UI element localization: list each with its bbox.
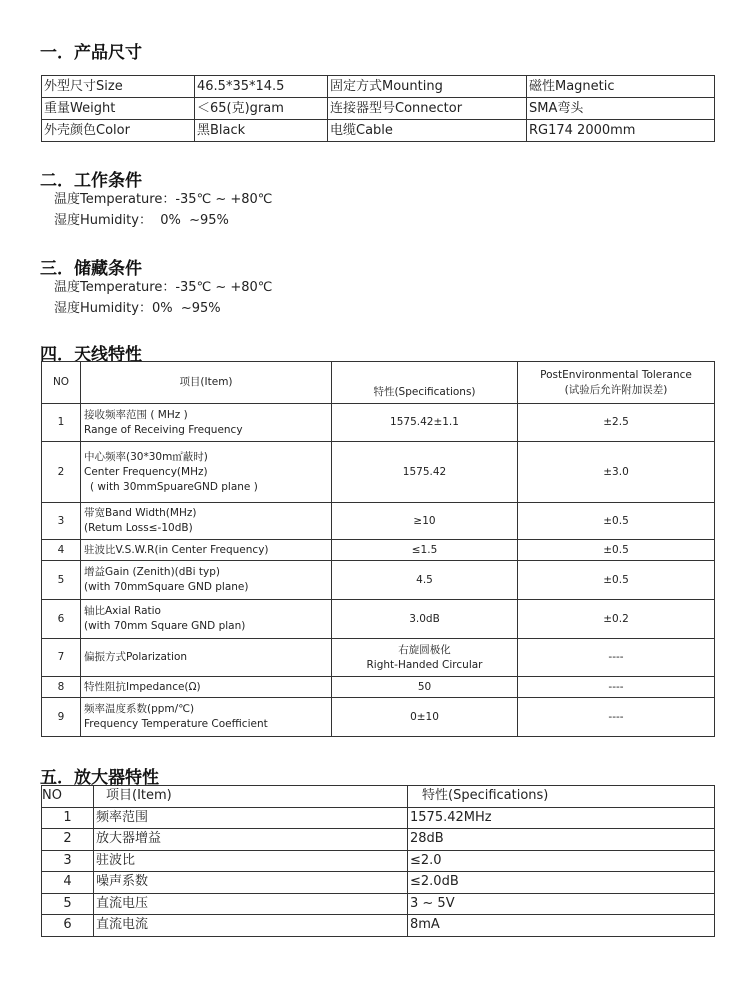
table-cell: 外型尺寸Size — [42, 76, 195, 98]
row-item: 频率范围 — [94, 807, 408, 829]
row-tolerance: ---- — [518, 698, 715, 737]
table-cell: 外壳颜色Color — [42, 120, 195, 142]
row-item: 频率温度系数(ppm/℃) Frequency Temperature Coefficient — [81, 698, 332, 737]
row-tolerance: ±0.2 — [518, 600, 715, 639]
table-cell: 连接器型号Connector — [328, 98, 527, 120]
row-no: 1 — [42, 404, 81, 442]
row-spec: 1575.42MHz — [408, 807, 715, 829]
row-no: 4 — [42, 540, 81, 561]
row-spec: ≤2.0 — [408, 850, 715, 872]
table-row — [42, 76, 715, 98]
table-header-row — [42, 786, 715, 808]
working-temperature: 温度Temperature：-35℃ ~ +80℃ — [54, 192, 273, 207]
row-tolerance: ---- — [518, 677, 715, 698]
row-no: 6 — [42, 600, 81, 639]
table-row — [42, 98, 715, 120]
header-spec: 特性(Specifications) — [332, 362, 518, 404]
row-no: 5 — [42, 893, 94, 915]
header-tolerance-line2: (试验后允许附加误差) — [564, 383, 668, 396]
row-spec: ≥10 — [332, 503, 518, 540]
table-row — [42, 850, 715, 872]
table-cell: RG174 2000mm — [527, 120, 715, 142]
row-no: 8 — [42, 677, 81, 698]
row-spec: 3.0dB — [332, 600, 518, 639]
header-tolerance-line1: PostEnvironmental Tolerance — [540, 368, 692, 381]
table-cell: SMA弯头 — [527, 98, 715, 120]
row-item: 噪声系数 — [94, 872, 408, 894]
table-row — [42, 442, 715, 503]
row-item: 接收频率范围 ( MHz ) Range of Receiving Frequency — [81, 404, 332, 442]
table-row — [42, 698, 715, 737]
row-item: 特性阻抗Impedance(Ω) — [81, 677, 332, 698]
table-cell: 磁性Magnetic — [527, 76, 715, 98]
row-tolerance: ±2.5 — [518, 404, 715, 442]
storage-humidity: 湿度Humidity：0% ~95% — [54, 301, 221, 316]
row-spec: 50 — [332, 677, 518, 698]
row-item: 带宽Band Width(MHz) (Retum Loss≤-10dB) — [81, 503, 332, 540]
section-title-working-conditions: 二．工作条件 — [40, 171, 142, 191]
row-tolerance: ---- — [518, 639, 715, 677]
header-item: 项目(Item) — [94, 786, 408, 808]
amplifier-table — [41, 785, 715, 937]
row-no: 2 — [42, 442, 81, 503]
row-spec: ≤1.5 — [332, 540, 518, 561]
table-row — [42, 600, 715, 639]
section-title-product-size: 一．产品尺寸 — [40, 43, 142, 63]
row-item: 直流电流 — [94, 915, 408, 937]
antenna-table — [41, 361, 715, 737]
table-row — [42, 404, 715, 442]
row-spec: 8mA — [408, 915, 715, 937]
working-humidity: 湿度Humidity： 0% ~95% — [54, 213, 229, 228]
row-no: 1 — [42, 807, 94, 829]
row-no: 2 — [42, 829, 94, 851]
row-spec: 1575.42±1.1 — [332, 404, 518, 442]
row-spec: 0±10 — [332, 698, 518, 737]
table-row — [42, 915, 715, 937]
table-cell: ＜65(克)gram — [195, 98, 328, 120]
row-spec: 28dB — [408, 829, 715, 851]
header-no: NO — [42, 786, 94, 808]
table-row — [42, 639, 715, 677]
header-item: 项目(Item) — [81, 362, 332, 404]
row-no: 5 — [42, 561, 81, 600]
row-item: 轴比Axial Ratio (with 70mm Square GND plan) — [81, 600, 332, 639]
table-row — [42, 503, 715, 540]
table-row — [42, 561, 715, 600]
row-spec: 4.5 — [332, 561, 518, 600]
header-tolerance — [518, 362, 715, 404]
table-cell: 固定方式Mounting — [328, 76, 527, 98]
row-item: 中心频率(30*30m㎡蔽时) Center Frequency(MHz) ( with 30mmSpuareGND plane ) — [81, 442, 332, 503]
table-row — [42, 893, 715, 915]
table-header-row — [42, 362, 715, 404]
row-spec: 右旋圆极化 Right-Handed Circular — [332, 639, 518, 677]
row-no: 7 — [42, 639, 81, 677]
table-row — [42, 120, 715, 142]
section-title-antenna: 四．天线特性 — [40, 345, 142, 365]
row-spec: 1575.42 — [332, 442, 518, 503]
row-item: 驻波比 — [94, 850, 408, 872]
row-no: 9 — [42, 698, 81, 737]
table-cell: 重量Weight — [42, 98, 195, 120]
row-tolerance: ±0.5 — [518, 503, 715, 540]
table-row — [42, 872, 715, 894]
row-spec: ≤2.0dB — [408, 872, 715, 894]
table-cell: 黑Black — [195, 120, 328, 142]
table-cell: 电缆Cable — [328, 120, 527, 142]
row-item: 驻波比V.S.W.R(in Center Frequency) — [81, 540, 332, 561]
row-tolerance: ±3.0 — [518, 442, 715, 503]
row-tolerance: ±0.5 — [518, 561, 715, 600]
section-title-storage-conditions: 三．储藏条件 — [40, 259, 142, 279]
row-no: 3 — [42, 503, 81, 540]
product-size-table — [41, 75, 715, 142]
section-title-amplifier: 五．放大器特性 — [40, 768, 159, 788]
row-item: 直流电压 — [94, 893, 408, 915]
row-tolerance: ±0.5 — [518, 540, 715, 561]
row-no: 6 — [42, 915, 94, 937]
row-item: 放大器增益 — [94, 829, 408, 851]
row-no: 4 — [42, 872, 94, 894]
table-row — [42, 677, 715, 698]
table-cell: 46.5*35*14.5 — [195, 76, 328, 98]
table-row — [42, 829, 715, 851]
row-item: 偏振方式Polarization — [81, 639, 332, 677]
table-row — [42, 540, 715, 561]
row-no: 3 — [42, 850, 94, 872]
header-no: NO — [42, 362, 81, 404]
table-row — [42, 807, 715, 829]
storage-temperature: 温度Temperature：-35℃ ~ +80℃ — [54, 280, 273, 295]
header-spec: 特性(Specifications) — [408, 786, 715, 808]
row-spec: 3 ~ 5V — [408, 893, 715, 915]
row-item: 增益Gain (Zenith)(dBi typ) (with 70mmSquare GND plane) — [81, 561, 332, 600]
